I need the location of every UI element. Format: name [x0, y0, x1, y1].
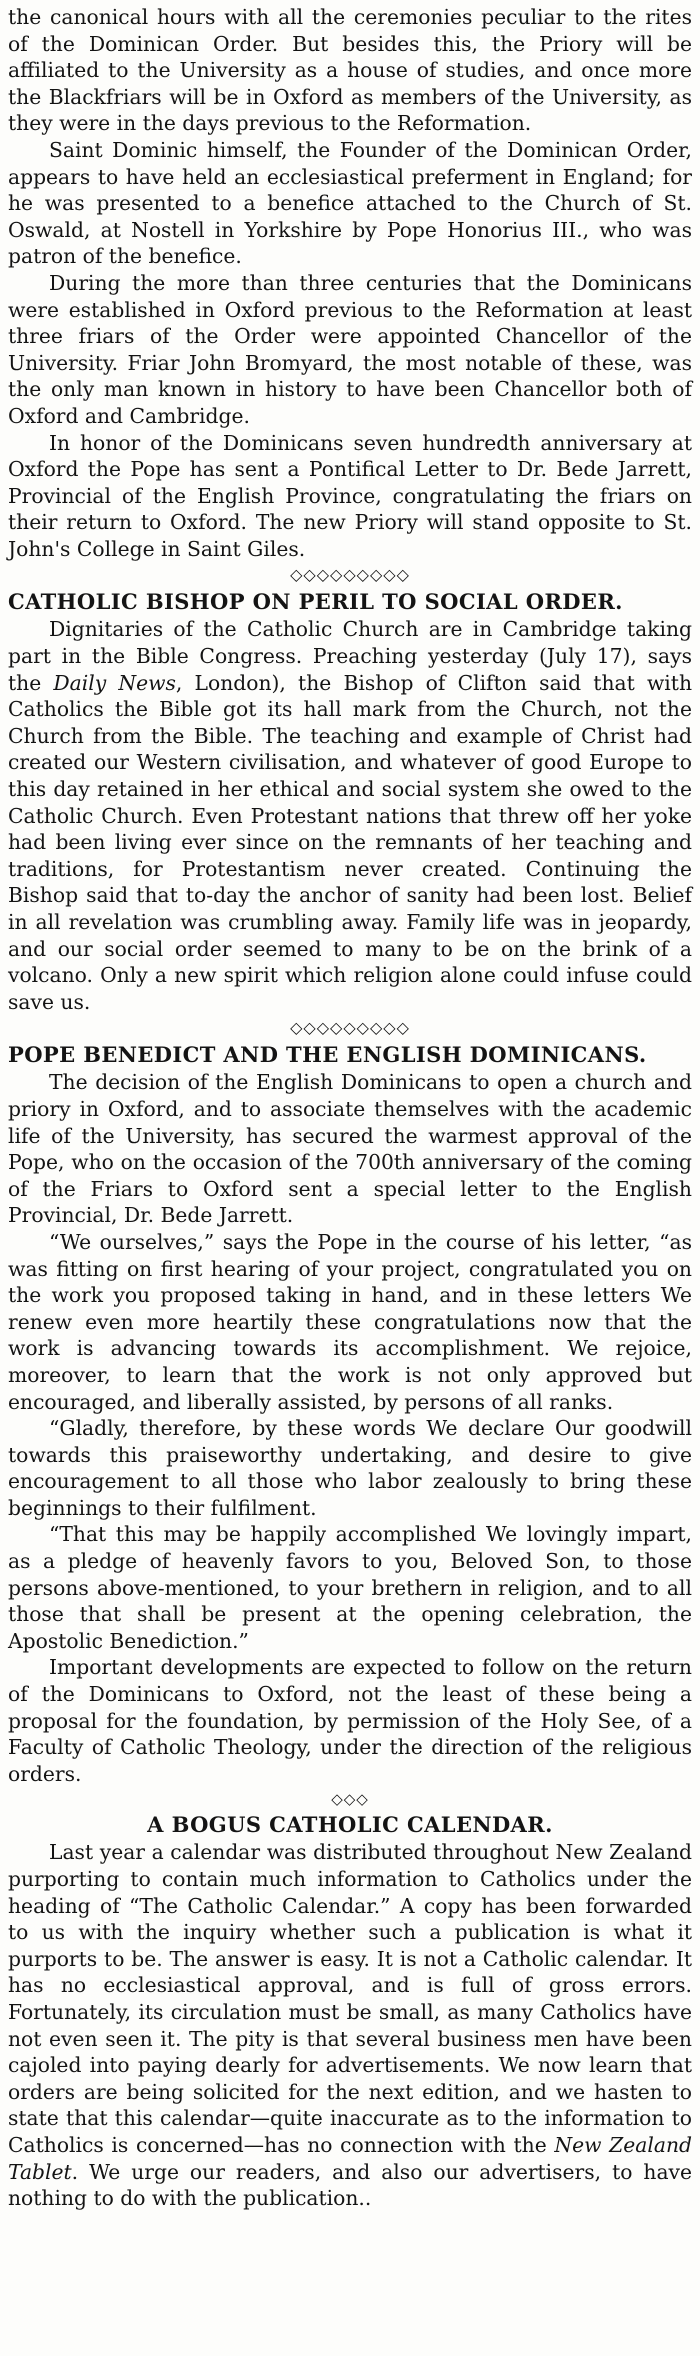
article-paragraph: In honor of the Dominicans seven hundredth anniversary at Oxford the Pope has sent a Pontifical Letter to Dr. Bede Jarrett, Provincial of the English Province, congratulating the friars on their return to Oxford. The new Priory will stand opposite to St. John's College in Saint Giles. [8, 430, 692, 561]
newspaper-name: Daily News [53, 670, 176, 695]
article-paragraph: “That this may be happily accomplished We lovingly impart, as a pledge of heavenly favors to you, Beloved Son, to those persons above-mentioned, to your brethern in religion, and to all those that shall be present at the opening celebration, the Apostolic Benediction.” [8, 1522, 692, 1653]
article-bogus-calendar [8, 1811, 692, 2211]
article-catholic-bishop [8, 588, 692, 1015]
article-paragraph: the canonical hours with all the ceremonies peculiar to the rites of the Dominican Order. But besides this, the Priory will be affiliated to the University as a house of studies, and once more the Blackfriars will be in Oxford as members of the University, as they were in the days previous to the Reformation. [8, 5, 692, 136]
article-paragraph: “Gladly, therefore, by these words We declare Our goodwill towards this praiseworthy undertaking, and desire to give encouragement to all those who labor zealously to bring these beginnings to their fulfilment. [8, 1416, 692, 1520]
article-pope-benedict [8, 1041, 692, 1787]
article-paragraph: Saint Dominic himself, the Founder of the Dominican Order, appears to have held an ecclesiastical preferment in England; for he was presented to a benefice attached to the Church of St. Oswald, at Nostell in Yorkshire by Pope Honorius III., who was patron of the benefice. [8, 137, 692, 269]
section-divider-ornament: ◇◇◇ [331, 1790, 369, 1809]
text-run: Dignitaries of the Catholic Church are in Cambridge taking part in the Bible Congress. Preaching yesterday (July 17), says the [8, 617, 692, 695]
section-divider-ornament: ◇◇◇◇◇◇◇◇◇ [290, 1018, 410, 1038]
text-run: , London), the Bishop of Clifton said that with Catholics the Bible got its hall mark from the Church, not the Church from the Bible. The teaching and example of Christ had created our Western civilisation, and whatever of good Europe to this day retained in her ethical and social system she owed to the Catholic Church. Even Protestant nations that threw off her yoke had been living ever since on the remnants of her teaching and traditions, for Protestantism never created. Continuing the Bishop said that to-day the anchor of sanity had been lost. Belief in all revelation was crumbling away. Family life was in jeopardy, and our social order seemed to many to be on the brink of a volcano. Only a new spirit which religion alone could infuse could save us. [8, 670, 693, 1014]
article-heading: POPE BENEDICT AND THE ENGLISH DOMINICANS. [8, 1042, 647, 1068]
article-heading: A BOGUS CATHOLIC CALENDAR. [147, 1812, 553, 1838]
article-paragraph: “We ourselves,” says the Pope in the course of his letter, “as was fitting on first hearing of your project, congratulated you on the work you proposed taking in hand, and in these letters We renew even more heartily these congratulations now that the work is advancing towards its accomplishment. We rejoice, moreover, to learn that the work is not only approved but encouraged, and liberally assisted, by persons of all ranks. [8, 1229, 692, 1414]
newspaper-name: New Zealand Tablet [8, 2132, 692, 2184]
text-run: Last year a calendar was distributed throughout New Zealand purporting to contain much information to Catholics under the heading of “The Catholic Calendar.” A copy has been forwarded to us with the inquiry whether such a publication is what it purports to be. The answer is easy. It is not a Catholic calendar. It has no ecclesiastical approval, and is full of gross errors. Fortunately, its circulation must be small, as many Catholics have not even seen it. The pity is that several business men have been cajoled into paying dearly for advertisements. We now learn that orders are being solicited for the next edition, and we hasten to state that this calendar—quite inaccurate as to the information to Catholics is concerned—has no connection with the [8, 1840, 692, 2157]
article-heading: CATHOLIC BISHOP ON PERIL TO SOCIAL ORDER. [8, 589, 623, 615]
article-dominican-priory [8, 4, 692, 562]
article-paragraph: During the more than three centuries that the Dominicans were established in Oxford previous to the Reformation at least three friars of the Order were appointed Chancellor of the University. Friar John Bromyard, the most notable of these, was the only man known in history to have been Chancellor both of Oxford and Cambridge. [8, 270, 692, 428]
article-paragraph: Important developments are expected to follow on the return of the Dominicans to Oxford, not the least of these being a proposal for the foundation, by permission of the Holy See, of a Faculty of Catholic Theology, under the direction of the religious orders. [8, 1655, 692, 1786]
section-divider-ornament: ◇◇◇◇◇◇◇◇◇ [290, 565, 410, 585]
article-paragraph: The decision of the English Dominicans to open a church and priory in Oxford, and to associate themselves with the academic life of the University, has secured the warmest approval of the Pope, who on the occasion of the 700th anniversary of the coming of the Friars to Oxford sent a special letter to the English Provincial, Dr. Bede Jarrett. [8, 1070, 692, 1228]
article-paragraph [8, 616, 692, 1015]
newspaper-column [8, 4, 692, 2212]
article-paragraph [8, 1839, 692, 2211]
text-run: . We urge our readers, and also our advertisers, to have nothing to do with the publication.. [8, 2159, 692, 2211]
